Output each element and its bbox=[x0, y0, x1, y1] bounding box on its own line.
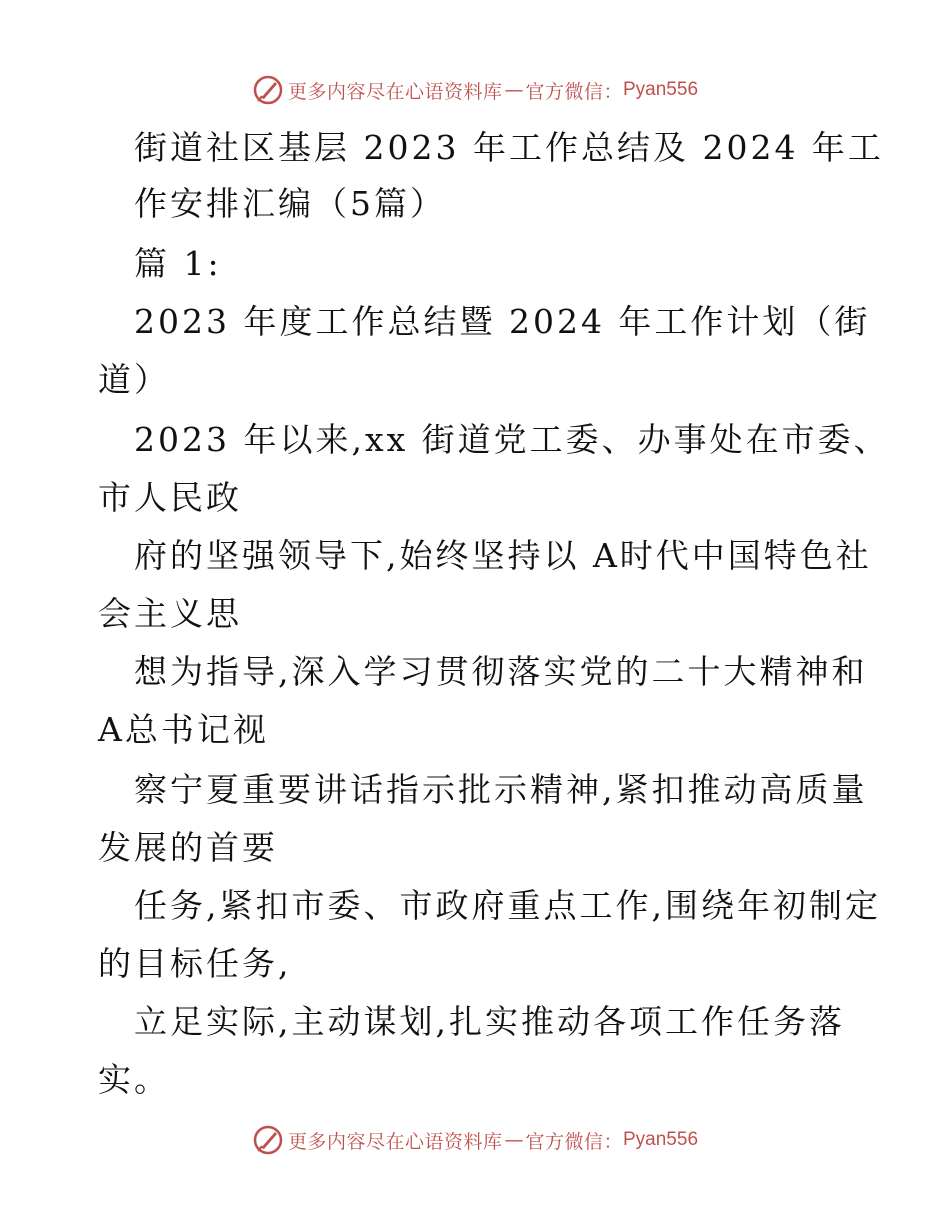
watermark-dash: — bbox=[504, 79, 524, 101]
paragraph-line: 府的坚强领导下,始终坚持以 A时代中国特色社 bbox=[134, 536, 872, 575]
watermark-suffix: 官方微信： bbox=[525, 80, 623, 103]
doc-title-line-1: 街道社区基层 2023 年工作总结及 2024 年工 bbox=[134, 128, 884, 167]
paragraph-line: 的目标任务, bbox=[98, 944, 292, 983]
section-heading: 篇 1: bbox=[134, 244, 222, 283]
quill-pen-circle-icon bbox=[252, 74, 284, 106]
watermark-wechat-id: Pyan556 bbox=[623, 79, 699, 100]
subtitle-line-2: 道） bbox=[98, 360, 170, 399]
watermark-wechat-id: Pyan556 bbox=[623, 1129, 699, 1150]
paragraph-line: 实。 bbox=[98, 1060, 170, 1099]
paragraph-line: 会主义思 bbox=[98, 594, 242, 633]
paragraph-line: 立足实际,主动谋划,扎实推动各项工作任务落 bbox=[134, 1002, 845, 1041]
paragraph-line: 发展的首要 bbox=[98, 828, 278, 867]
watermark-dash: — bbox=[504, 1129, 524, 1151]
watermark-text: 更多内容尽在心语资料库 bbox=[287, 80, 503, 103]
paragraph-line: 想为指导,深入学习贯彻落实党的二十大精神和 bbox=[134, 652, 868, 691]
paragraph-line: 2023 年以来,xx 街道党工委、办事处在市委、 bbox=[134, 420, 890, 459]
watermark-text: 更多内容尽在心语资料库 bbox=[287, 1130, 503, 1153]
subtitle-line-1: 2023 年度工作总结暨 2024 年工作计划（街 bbox=[134, 302, 871, 341]
quill-pen-circle-icon bbox=[252, 1124, 284, 1156]
paragraph-line: A总书记视 bbox=[98, 710, 269, 749]
watermark-suffix: 官方微信： bbox=[525, 1130, 623, 1153]
watermark-footer bbox=[0, 1122, 950, 1158]
paragraph-line: 市人民政 bbox=[98, 478, 242, 517]
paragraph-line: 察宁夏重要讲话指示批示精神,紧扣推动高质量 bbox=[134, 770, 868, 809]
doc-title-line-2: 作安排汇编（5篇） bbox=[134, 184, 446, 223]
watermark-header bbox=[0, 72, 950, 108]
paragraph-line: 任务,紧扣市委、市政府重点工作,围绕年初制定 bbox=[134, 886, 881, 925]
